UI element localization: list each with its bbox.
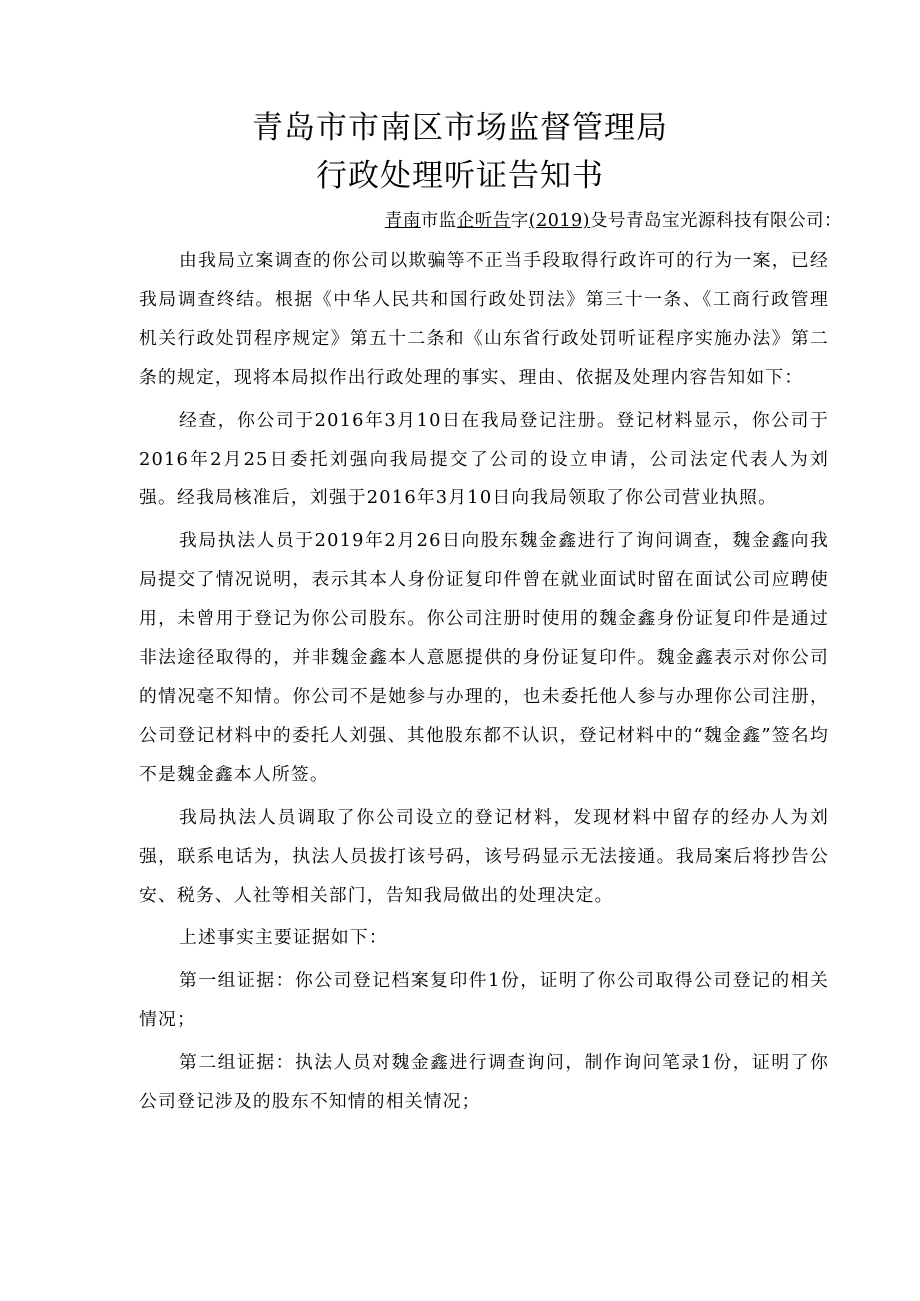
paragraph: 由我局立案调查的你公司以欺骗等不正当手段取得行政许可的行为一案，已经我局调查终结。根据《中华人民共和国行政处罚法》第三十一条、《工商行政管理机关行政处罚程序规定》第五十二条和《山东省行政处罚听证程序实施办法》第二条的规定，现将本局拟作出行政处理的事实、理由、依据及处理内容告知如下： — [139, 250, 829, 388]
document-title-line1: 青岛市市南区市场监督管理局 — [252, 110, 668, 146]
ref-part-3: 企听告 — [456, 211, 511, 231]
ref-part-1: 青南 — [384, 211, 421, 231]
paragraph: 第一组证据：你公司登记档案复印件1份，证明了你公司取得公司登记的相关情况； — [139, 970, 829, 1031]
paragraph: 经查，你公司于2016年3月10日在我局登记注册。登记材料显示，你公司于2016年2月25日委托刘强向我局提交了公司的设立申请，公司法定代表人为刘强。经我局核准后，刘强于2016年3月10日向我局领取了你公司营业执照。 — [139, 409, 829, 509]
reference-number — [385, 206, 842, 236]
ref-part-4: 字 — [510, 211, 529, 231]
ref-part-6: 殳号青岛宝光源科技有限公司： — [590, 211, 842, 231]
paragraph: 上述事实主要证据如下： — [179, 927, 388, 949]
ref-part-5: (2019) — [528, 211, 590, 231]
ref-part-2: 市监 — [420, 211, 457, 231]
paragraph: 第二组证据：执法人员对魏金鑫进行调查询问，制作询问笔录1份，证明了你公司登记涉及的股东不知情的相关情况； — [139, 1052, 829, 1113]
document-title-line2: 行政处理听证告知书 — [316, 158, 604, 194]
paragraph: 我局执法人员调取了你公司设立的登记材料，发现材料中留存的经办人为刘强，联系电话为，执法人员拔打该号码，该号码显示无法接通。我局案后将抄告公安、税务、人社等相关部门，告知我局做出的处理决定。 — [139, 806, 829, 906]
document-body — [139, 242, 829, 1126]
paragraph: 我局执法人员于2019年2月26日向股东魏金鑫进行了询问调查，魏金鑫向我局提交了情况说明，表示其本人身份证复印件曾在就业面试时留在面试公司应聘使用，未曾用于登记为你公司股东。你公司注册时使用的魏金鑫身份证复印件是通过非法途径取得的，并非魏金鑫本人意愿提供的身份证复印件。魏金鑫表示对你公司的情况毫不知情。你公司不是她参与办理的，也未委托他人参与办理你公司注册，公司登记材料中的委托人刘强、其他股东都不认识，登记材料中的“魏金鑫”签名均不是魏金鑫本人所签。 — [139, 530, 829, 785]
